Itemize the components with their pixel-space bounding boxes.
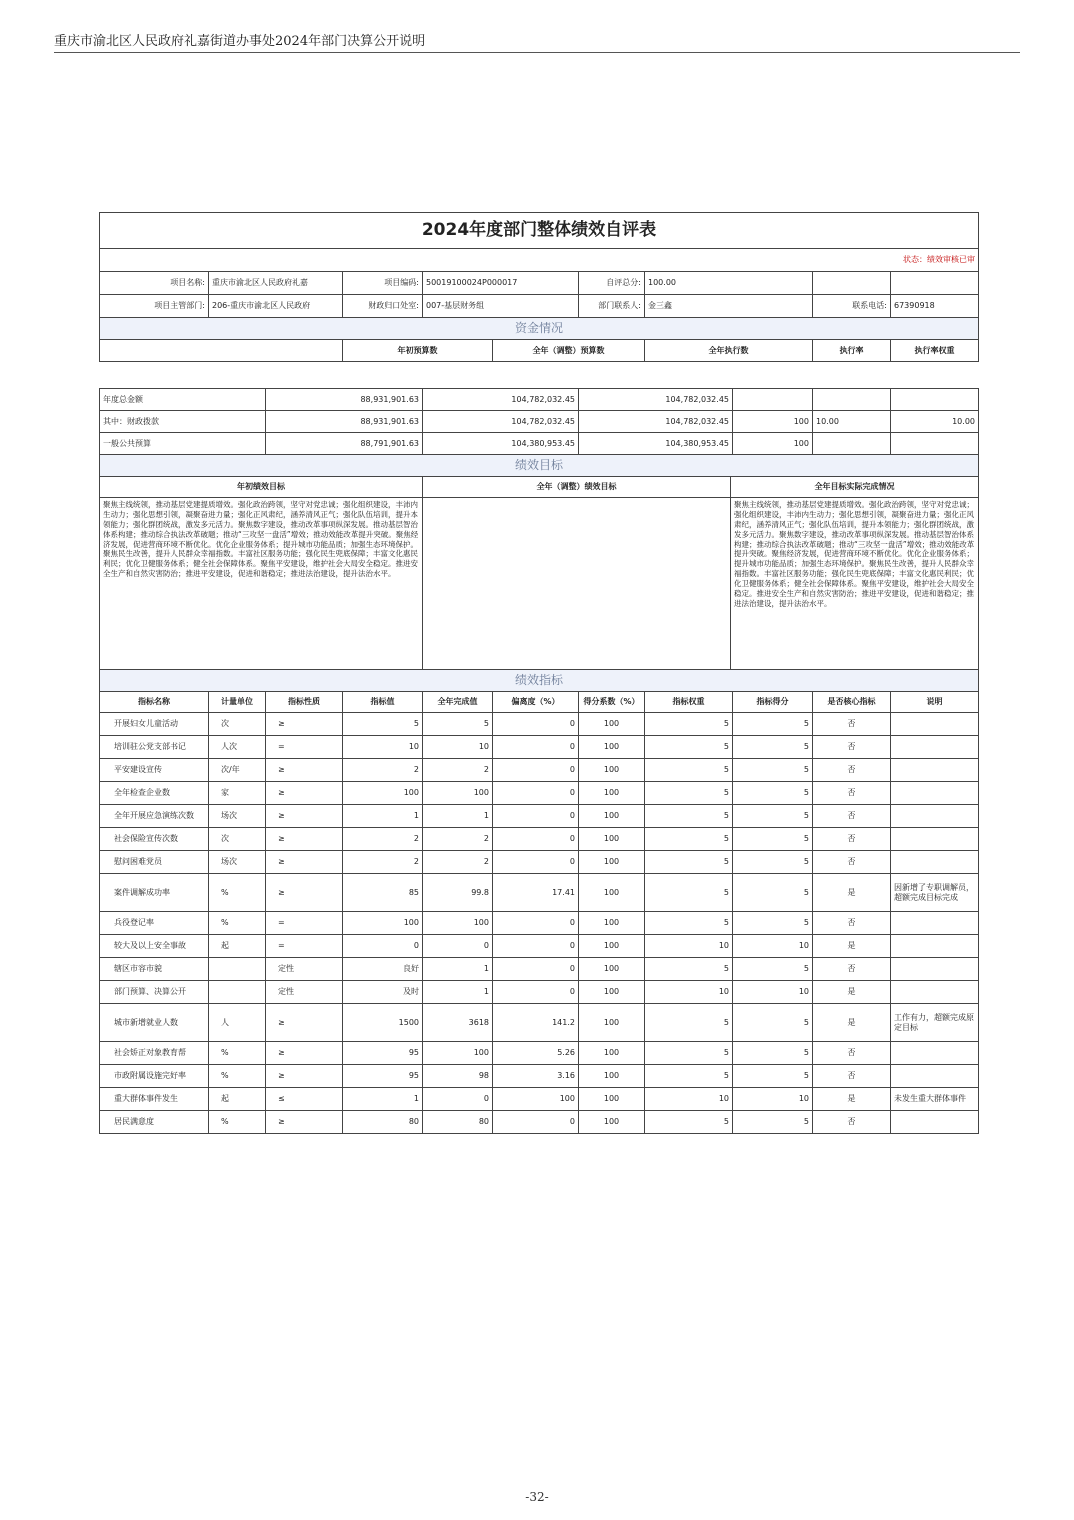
indicator-cell-score: 5 (733, 1111, 813, 1134)
indicator-cell-note (891, 736, 979, 759)
indicator-row (100, 1004, 979, 1042)
indicator-cell-deviation: 0 (493, 805, 579, 828)
indicator-cell-score: 5 (733, 828, 813, 851)
indicator-cell-weight: 5 (645, 912, 733, 935)
indicator-cell-name: 培训驻公党支部书记 (100, 736, 209, 759)
indicator-row (100, 981, 979, 1004)
adjusted-goal-text (423, 498, 731, 670)
phone-value: 67390918 (891, 295, 979, 318)
indicator-row (100, 1042, 979, 1065)
indicator-cell-target: 2 (343, 759, 423, 782)
indicator-cell-unit: 人 (209, 1004, 266, 1042)
indicator-cell-score: 5 (733, 958, 813, 981)
indicator-cell-unit: 次 (209, 828, 266, 851)
funds-row (100, 389, 979, 411)
indicator-cell-actual: 1 (423, 981, 493, 1004)
indicator-cell-note (891, 713, 979, 736)
indicator-cell-weight: 5 (645, 736, 733, 759)
indicator-cell-coef: 100 (579, 912, 645, 935)
indicator-row (100, 782, 979, 805)
indicator-cell-note (891, 805, 979, 828)
indicator-cell-target: 1 (343, 805, 423, 828)
indicator-cell-target: 良好 (343, 958, 423, 981)
indicator-cell-note (891, 1042, 979, 1065)
actual-completion-text: 聚焦主线统领，推动基层党建提质增效。强化政治跨领，坚守对党忠诚；强化组织建设，丰沛内生动力；强化思想引领，凝聚奋进力量；强化正风肃纪，涵养清风正气；强化队伍培训，提升本领能力；强化群团统战，激发多元活力。聚焦数字建设，推动改革事项纵深发展。推动基层智治体系构建；推动综合执法改革破题；推动“三攻坚一盘活”增效；推动效能改革提升突破。聚焦经济发展，促进营商环境不断优化。优化企业服务体系；提升城市功能品质；加强生态环境保护。聚焦民生改善，提升人民群众幸福指数。丰富社区服务功能；强化民生兜底保障；丰富文化惠民利民；优化卫健服务体系；健全社会保障体系。聚焦平安建设，维护社会大局安全稳定。推进安全生产和自然灾害防治；推进平安建设，促进和谐稳定；推进法治建设，提升法治水平。 (731, 498, 979, 670)
funds-cell-rate (733, 389, 813, 411)
indicator-cell-name: 开展妇女儿童活动 (100, 713, 209, 736)
indicator-cell-unit: 人次 (209, 736, 266, 759)
indicators-header: 指标名称 (100, 692, 209, 713)
project-code-label: 项目编码: (343, 272, 423, 295)
indicator-cell-name: 案件调解成功率 (100, 874, 209, 912)
indicator-cell-nature: ≥ (266, 1111, 343, 1134)
indicator-cell-target: 5 (343, 713, 423, 736)
indicator-cell-actual: 98 (423, 1065, 493, 1088)
goals-header-adjusted: 全年（调整）绩效目标 (423, 477, 731, 498)
indicator-cell-actual: 100 (423, 1042, 493, 1065)
indicator-cell-core: 否 (813, 1065, 891, 1088)
indicator-cell-actual: 100 (423, 912, 493, 935)
indicator-cell-weight: 5 (645, 1065, 733, 1088)
indicator-cell-actual: 0 (423, 935, 493, 958)
indicator-cell-note (891, 782, 979, 805)
indicator-cell-actual: 2 (423, 828, 493, 851)
funds-cell-weight (813, 433, 891, 455)
indicator-cell-target: 及时 (343, 981, 423, 1004)
table-title: 2024年度部门整体绩效自评表 (100, 213, 979, 249)
indicator-cell-weight: 5 (645, 782, 733, 805)
indicator-cell-unit: 家 (209, 782, 266, 805)
indicator-cell-coef: 100 (579, 828, 645, 851)
indicator-cell-coef: 100 (579, 981, 645, 1004)
indicator-cell-name: 部门预算、决算公开 (100, 981, 209, 1004)
indicator-cell-deviation: 0 (493, 981, 579, 1004)
indicator-cell-coef: 100 (579, 805, 645, 828)
project-name-value: 重庆市渝北区人民政府礼嘉 (209, 272, 343, 295)
indicator-cell-coef: 100 (579, 736, 645, 759)
funds-cell-initial: 88,931,901.63 (266, 411, 423, 433)
indicator-cell-nature: = (266, 935, 343, 958)
indicator-cell-nature: 定性 (266, 981, 343, 1004)
indicator-row (100, 958, 979, 981)
indicator-cell-deviation: 5.26 (493, 1042, 579, 1065)
indicator-cell-actual: 99.8 (423, 874, 493, 912)
indicator-row (100, 759, 979, 782)
info-row-1 (100, 272, 979, 295)
indicator-cell-weight: 10 (645, 1088, 733, 1111)
indicator-cell-core: 是 (813, 935, 891, 958)
indicator-cell-note (891, 958, 979, 981)
indicator-cell-nature: ≥ (266, 713, 343, 736)
indicator-row (100, 828, 979, 851)
indicator-cell-nature: ≥ (266, 1004, 343, 1042)
indicators-header: 得分系数（%） (579, 692, 645, 713)
funds-header-row (100, 340, 979, 362)
funds-header: 全年执行数 (645, 340, 813, 362)
indicator-cell-unit: 次/年 (209, 759, 266, 782)
indicator-cell-deviation: 17.41 (493, 874, 579, 912)
phone-label: 联系电话: (813, 295, 891, 318)
indicators-header: 指标性质 (266, 692, 343, 713)
indicator-cell-note (891, 935, 979, 958)
funds-cell-name: 其中：财政拨款 (100, 411, 266, 433)
funds-cell-weight: 10.00 (813, 411, 891, 433)
indicator-cell-name: 市政附属设施完好率 (100, 1065, 209, 1088)
indicator-cell-deviation: 0 (493, 759, 579, 782)
page-number: -32- (525, 1490, 549, 1504)
indicator-cell-note (891, 828, 979, 851)
indicator-cell-name: 兵役登记率 (100, 912, 209, 935)
indicator-cell-weight: 5 (645, 828, 733, 851)
indicator-cell-score: 10 (733, 935, 813, 958)
indicator-cell-unit: % (209, 874, 266, 912)
indicator-cell-target: 80 (343, 1111, 423, 1134)
funds-section-title: 资金情况 (100, 318, 979, 340)
indicator-cell-unit: 起 (209, 935, 266, 958)
indicator-cell-score: 5 (733, 782, 813, 805)
indicator-cell-weight: 5 (645, 805, 733, 828)
indicator-cell-unit: % (209, 1042, 266, 1065)
indicator-cell-deviation: 0 (493, 1111, 579, 1134)
funds-header: 年初预算数 (343, 340, 493, 362)
indicator-cell-note: 工作有力，超额完成原定目标 (891, 1004, 979, 1042)
funds-row (100, 411, 979, 433)
header-divider (54, 52, 1020, 53)
goals-header-actual: 全年目标实际完成情况 (731, 477, 979, 498)
indicator-cell-target: 95 (343, 1065, 423, 1088)
indicator-cell-weight: 5 (645, 759, 733, 782)
indicator-row (100, 805, 979, 828)
project-code-value: 50019100024P000017 (423, 272, 579, 295)
indicator-cell-core: 否 (813, 759, 891, 782)
indicator-cell-coef: 100 (579, 958, 645, 981)
indicators-header: 指标得分 (733, 692, 813, 713)
finance-office-value: 007-基层财务组 (423, 295, 579, 318)
funds-cell-adjusted: 104,782,032.45 (423, 411, 579, 433)
department-label: 项目主管部门: (100, 295, 209, 318)
indicator-cell-note (891, 912, 979, 935)
indicator-cell-deviation: 0 (493, 912, 579, 935)
funds-cell-score (891, 389, 979, 411)
indicator-cell-actual: 80 (423, 1111, 493, 1134)
funds-cell-adjusted: 104,380,953.45 (423, 433, 579, 455)
indicator-cell-deviation: 141.2 (493, 1004, 579, 1042)
indicator-cell-score: 5 (733, 805, 813, 828)
indicator-row (100, 935, 979, 958)
indicators-section-title: 绩效指标 (100, 670, 979, 692)
contact-label: 部门联系人: (579, 295, 645, 318)
indicator-cell-note (891, 1111, 979, 1134)
indicator-cell-nature: ≥ (266, 1042, 343, 1065)
funds-cell-executed: 104,782,032.45 (579, 411, 733, 433)
indicator-cell-unit (209, 981, 266, 1004)
indicator-cell-coef: 100 (579, 1042, 645, 1065)
indicator-cell-core: 否 (813, 736, 891, 759)
indicator-cell-core: 否 (813, 958, 891, 981)
indicator-cell-name: 城市新增就业人数 (100, 1004, 209, 1042)
indicator-cell-deviation: 0 (493, 782, 579, 805)
indicator-cell-target: 1500 (343, 1004, 423, 1042)
indicator-cell-deviation: 0 (493, 828, 579, 851)
indicator-cell-note (891, 1065, 979, 1088)
indicator-cell-target: 100 (343, 782, 423, 805)
funds-cell-name: 一般公共预算 (100, 433, 266, 455)
indicator-cell-unit: 起 (209, 1088, 266, 1111)
indicator-cell-weight: 5 (645, 1004, 733, 1042)
indicator-cell-nature: = (266, 912, 343, 935)
indicator-cell-coef: 100 (579, 935, 645, 958)
indicator-row (100, 912, 979, 935)
indicator-cell-weight: 5 (645, 1111, 733, 1134)
indicator-cell-name: 重大群体事件发生 (100, 1088, 209, 1111)
indicators-header: 说明 (891, 692, 979, 713)
funds-header: 全年（调整）预算数 (493, 340, 645, 362)
indicator-cell-core: 是 (813, 1088, 891, 1111)
indicator-cell-coef: 100 (579, 1065, 645, 1088)
indicator-cell-coef: 100 (579, 713, 645, 736)
indicator-cell-nature: ≥ (266, 759, 343, 782)
indicator-cell-weight: 5 (645, 1042, 733, 1065)
indicator-cell-unit: 次 (209, 713, 266, 736)
funds-cell-weight (813, 389, 891, 411)
indicator-cell-target: 1 (343, 1088, 423, 1111)
indicator-cell-core: 否 (813, 912, 891, 935)
indicator-row (100, 874, 979, 912)
funds-cell-initial: 88,931,901.63 (266, 389, 423, 411)
indicator-cell-core: 否 (813, 713, 891, 736)
indicator-cell-deviation: 0 (493, 736, 579, 759)
indicator-cell-deviation: 0 (493, 935, 579, 958)
indicators-header: 计量单位 (209, 692, 266, 713)
indicator-cell-target: 10 (343, 736, 423, 759)
indicator-cell-note (891, 759, 979, 782)
indicator-cell-name: 居民满意度 (100, 1111, 209, 1134)
self-score-label: 自评总分: (579, 272, 645, 295)
indicator-cell-weight: 5 (645, 958, 733, 981)
indicator-cell-actual: 5 (423, 713, 493, 736)
indicator-cell-note (891, 981, 979, 1004)
goals-section-title: 绩效目标 (100, 455, 979, 477)
indicators-table (99, 669, 979, 1134)
indicators-header-row (100, 692, 979, 713)
indicators-header: 偏离度（%） (493, 692, 579, 713)
funds-cell-initial: 88,791,901.63 (266, 433, 423, 455)
indicator-cell-weight: 10 (645, 981, 733, 1004)
indicator-cell-name: 平安建设宣传 (100, 759, 209, 782)
indicator-row (100, 736, 979, 759)
indicator-cell-core: 否 (813, 1111, 891, 1134)
funds-cell-score: 10.00 (891, 411, 979, 433)
self-score-value: 100.00 (645, 272, 813, 295)
indicator-cell-coef: 100 (579, 1111, 645, 1134)
indicator-cell-nature: = (266, 736, 343, 759)
indicator-cell-actual: 2 (423, 759, 493, 782)
indicators-header: 是否核心指标 (813, 692, 891, 713)
funds-header: 执行率权重 (891, 340, 979, 362)
indicator-cell-score: 10 (733, 1088, 813, 1111)
funds-cell-score (891, 433, 979, 455)
indicator-cell-score: 5 (733, 912, 813, 935)
indicators-header: 指标权重 (645, 692, 733, 713)
indicator-cell-deviation: 0 (493, 958, 579, 981)
project-name-label: 项目名称: (100, 272, 209, 295)
indicator-cell-core: 是 (813, 1004, 891, 1042)
indicator-cell-nature: 定性 (266, 958, 343, 981)
indicator-cell-note: 未发生重大群体事件 (891, 1088, 979, 1111)
indicator-row (100, 1065, 979, 1088)
indicator-cell-core: 否 (813, 782, 891, 805)
indicator-cell-score: 5 (733, 1065, 813, 1088)
indicator-cell-target: 95 (343, 1042, 423, 1065)
goals-header-initial: 年初绩效目标 (100, 477, 423, 498)
indicator-cell-actual: 2 (423, 851, 493, 874)
indicator-cell-actual: 3618 (423, 1004, 493, 1042)
indicator-cell-nature: ≥ (266, 851, 343, 874)
indicator-cell-coef: 100 (579, 874, 645, 912)
indicator-cell-nature: ≥ (266, 828, 343, 851)
indicator-cell-target: 2 (343, 851, 423, 874)
indicator-cell-deviation: 100 (493, 1088, 579, 1111)
indicator-cell-core: 是 (813, 874, 891, 912)
indicator-row (100, 1088, 979, 1111)
indicator-cell-target: 2 (343, 828, 423, 851)
indicator-cell-nature: ≥ (266, 874, 343, 912)
funds-cell-executed: 104,782,032.45 (579, 389, 733, 411)
performance-table (99, 212, 979, 362)
indicator-cell-score: 5 (733, 1042, 813, 1065)
indicators-header: 指标值 (343, 692, 423, 713)
indicator-cell-actual: 0 (423, 1088, 493, 1111)
indicator-cell-deviation: 0 (493, 851, 579, 874)
goals-table (99, 454, 979, 670)
indicator-cell-core: 否 (813, 851, 891, 874)
indicator-cell-coef: 100 (579, 1088, 645, 1111)
contact-value: 金三鑫 (645, 295, 813, 318)
indicator-cell-note (891, 851, 979, 874)
indicator-cell-nature: ≥ (266, 1065, 343, 1088)
indicator-cell-name: 社会矫正对象教育帮 (100, 1042, 209, 1065)
status-badge: 状态：绩效审核已审 (100, 249, 979, 272)
indicator-cell-score: 5 (733, 713, 813, 736)
indicator-cell-core: 否 (813, 805, 891, 828)
indicator-cell-core: 是 (813, 981, 891, 1004)
indicator-cell-name: 较大及以上安全事故 (100, 935, 209, 958)
funds-header: 执行率 (813, 340, 891, 362)
indicator-cell-unit: 场次 (209, 851, 266, 874)
indicator-cell-unit: % (209, 1111, 266, 1134)
indicator-cell-name: 辖区市容市貌 (100, 958, 209, 981)
indicator-cell-coef: 100 (579, 759, 645, 782)
indicator-row (100, 1111, 979, 1134)
indicator-cell-weight: 5 (645, 874, 733, 912)
indicator-cell-target: 85 (343, 874, 423, 912)
indicator-cell-weight: 5 (645, 713, 733, 736)
indicator-cell-core: 否 (813, 1042, 891, 1065)
indicator-cell-coef: 100 (579, 851, 645, 874)
page-header: 重庆市渝北区人民政府礼嘉街道办事处2024年部门决算公开说明 (54, 34, 426, 49)
indicator-cell-note: 因新增了专职调解员，超额完成目标完成 (891, 874, 979, 912)
indicator-cell-nature: ≥ (266, 805, 343, 828)
indicator-cell-name: 全年开展应急演练次数 (100, 805, 209, 828)
indicator-cell-nature: ≤ (266, 1088, 343, 1111)
funds-cell-adjusted: 104,782,032.45 (423, 389, 579, 411)
indicator-cell-actual: 1 (423, 805, 493, 828)
indicator-cell-actual: 1 (423, 958, 493, 981)
indicator-cell-deviation: 0 (493, 713, 579, 736)
indicator-cell-weight: 10 (645, 935, 733, 958)
indicator-cell-name: 慰问困难党员 (100, 851, 209, 874)
indicator-cell-core: 否 (813, 828, 891, 851)
funds-table (99, 388, 979, 455)
indicator-cell-actual: 10 (423, 736, 493, 759)
indicator-cell-actual: 100 (423, 782, 493, 805)
funds-row (100, 433, 979, 455)
indicator-cell-score: 5 (733, 736, 813, 759)
indicators-header: 全年完成值 (423, 692, 493, 713)
indicator-cell-target: 100 (343, 912, 423, 935)
indicator-cell-score: 5 (733, 759, 813, 782)
funds-cell-rate: 100 (733, 411, 813, 433)
indicator-cell-name: 全年检查企业数 (100, 782, 209, 805)
indicator-cell-unit: % (209, 912, 266, 935)
indicator-row (100, 851, 979, 874)
funds-cell-name: 年度总金额 (100, 389, 266, 411)
indicator-cell-name: 社会保险宣传次数 (100, 828, 209, 851)
indicator-cell-unit: 场次 (209, 805, 266, 828)
initial-goal-text: 聚焦主线统领，推动基层党建提质增效。强化政治跨领，坚守对党忠诚；强化组织建设，丰沛内生动力；强化思想引领，凝聚奋进力量；强化正风肃纪，涵养清风正气；强化队伍培训，提升本领能力；强化群团统战，激发多元活力。聚焦数字建设，推动改革事项纵深发展。推动基层智治体系构建；推动综合执法改革破题；推动“三攻坚一盘活”增效；推动效能改革提升突破。聚焦经济发展，促进营商环境不断优化。优化企业服务体系；提升城市功能品质；加强生态环境保护。聚焦民生改善，提升人民群众幸福指数。丰富社区服务功能；强化民生兜底保障；丰富文化惠民利民；优化卫健服务体系；健全社会保障体系。聚焦平安建设，维护社会大局安全稳定。推进安全生产和自然灾害防治；推进平安建设，促进和谐稳定；推进法治建设，提升法治水平。 (100, 498, 423, 670)
info-row-2 (100, 295, 979, 318)
indicator-cell-deviation: 3.16 (493, 1065, 579, 1088)
department-value: 206-重庆市渝北区人民政府 (209, 295, 343, 318)
indicator-cell-score: 5 (733, 874, 813, 912)
indicator-cell-coef: 100 (579, 782, 645, 805)
indicator-cell-coef: 100 (579, 1004, 645, 1042)
indicator-cell-score: 10 (733, 981, 813, 1004)
indicator-cell-score: 5 (733, 1004, 813, 1042)
indicator-cell-unit (209, 958, 266, 981)
indicator-row (100, 713, 979, 736)
indicator-cell-target: 0 (343, 935, 423, 958)
indicator-cell-weight: 5 (645, 851, 733, 874)
funds-cell-rate: 100 (733, 433, 813, 455)
funds-cell-executed: 104,380,953.45 (579, 433, 733, 455)
finance-office-label: 财政归口处室: (343, 295, 423, 318)
indicator-cell-nature: ≥ (266, 782, 343, 805)
indicator-cell-unit: % (209, 1065, 266, 1088)
indicator-cell-score: 5 (733, 851, 813, 874)
